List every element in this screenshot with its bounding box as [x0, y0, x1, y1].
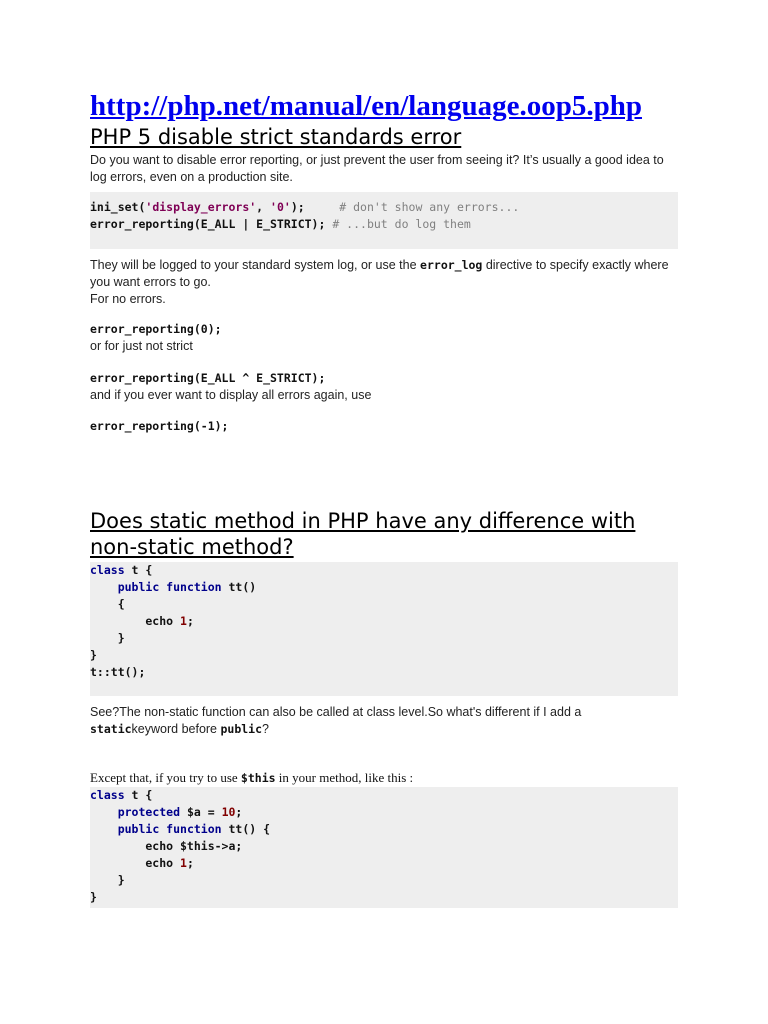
section2-paragraph-except: Except that, if you try to use $this in your method, like this : [90, 770, 414, 785]
section1-title: PHP 5 disable strict standards error [90, 125, 462, 149]
inline-code: static [90, 722, 132, 736]
section1-paragraph-notstrict: or for just not strict [90, 339, 193, 353]
code-line: } [90, 890, 97, 904]
inline-code: error_log [420, 258, 483, 272]
section2-paragraph-see: See?The non-static function can also be called at class level.So what's different if I add a statickeyword before public? [90, 705, 582, 736]
code-line: } [90, 873, 125, 887]
code-line: { [90, 597, 125, 611]
code-all-errors: error_reporting(-1); [90, 419, 229, 433]
code-line: ini_set('display_errors', '0'); # don't show any errors... [90, 200, 520, 214]
inline-code: public [220, 722, 263, 736]
code-line: echo 1; [90, 614, 194, 628]
code-line: } [90, 648, 97, 662]
code-line: t::tt(); [90, 665, 146, 679]
section1-paragraph-noerrors: For no errors. [90, 292, 166, 306]
code-line: public function tt() [117, 580, 257, 594]
document-page [90, 88, 680, 908]
section1-paragraph-all: and if you ever want to display all errors again, use [90, 388, 372, 402]
code-line: echo 1; [90, 856, 194, 870]
section2-title: Does static method in PHP have any difference with non-static method? [90, 509, 636, 559]
code-no-errors: error_reporting(0); [90, 322, 222, 336]
inline-code: $this [240, 771, 276, 785]
code-block-2 [90, 562, 678, 696]
code-line: error_reporting(E_ALL | E_STRICT); # ...but do log them [90, 217, 471, 231]
section1-paragraph-log: They will be logged to your standard system log, or use the error_log directive to specify exactly where you want errors to go. [90, 258, 669, 289]
section1-intro: Do you want to disable error reporting, or just prevent the user from seeing it? It’s usually a good idea to log errors, even on a production site. [90, 153, 664, 184]
code-line: } [90, 631, 125, 645]
code-line: protected $a = 10; [117, 805, 243, 819]
code-not-strict: error_reporting(E_ALL ^ E_STRICT); [90, 371, 326, 385]
code-block-1 [90, 192, 678, 249]
code-line: echo $this->a; [90, 839, 243, 853]
code-block-3 [90, 787, 678, 908]
manual-link[interactable]: http://php.net/manual/en/language.oop5.php [90, 90, 642, 122]
code-line: class t { [90, 563, 153, 577]
code-line: public function tt() { [117, 822, 271, 836]
code-line: class t { [90, 788, 153, 802]
